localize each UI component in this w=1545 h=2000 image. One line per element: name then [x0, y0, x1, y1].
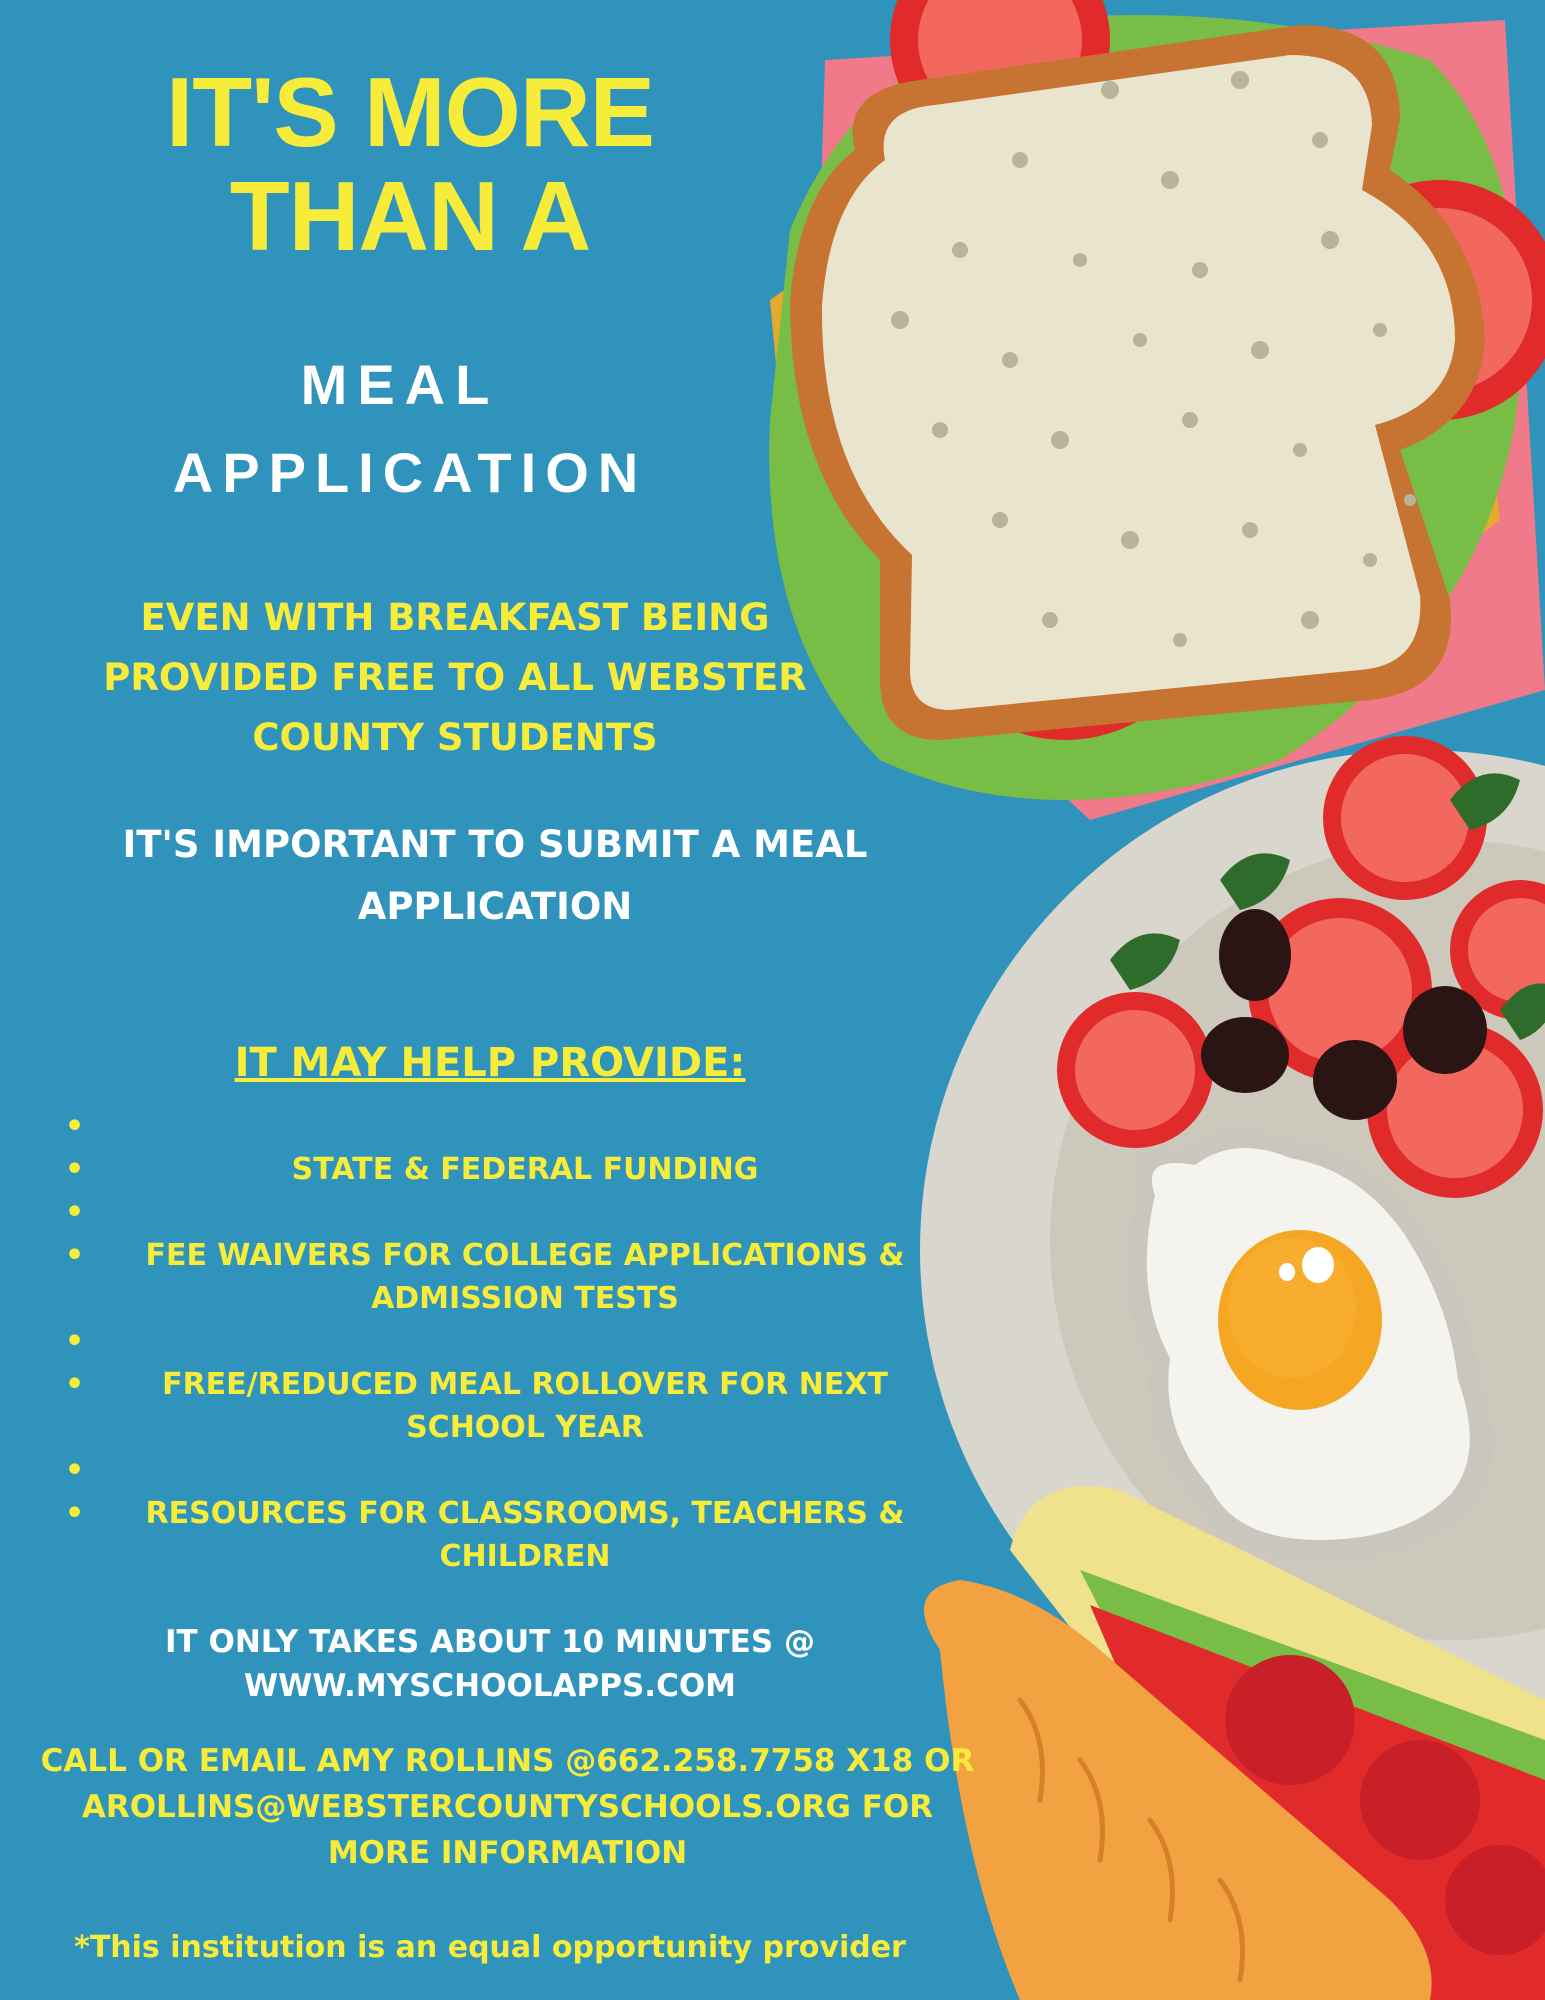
- importance-text: [80, 814, 910, 938]
- website-link[interactable]: WWW.MYSCHOOLAPPS.COM: [243, 1668, 737, 1704]
- headline: [60, 57, 760, 271]
- contact-info: [20, 1738, 995, 1876]
- list-item: [60, 1449, 930, 1492]
- list-item: [60, 1105, 930, 1148]
- list-item: [60, 1191, 930, 1234]
- intro-text: [40, 588, 870, 768]
- importance-line-1: IT'S IMPORTANT TO SUBMIT A MEAL: [122, 823, 868, 866]
- help-heading: IT MAY HELP PROVIDE:: [234, 1040, 746, 1086]
- subheading-line-2: APPLICATION: [172, 441, 648, 504]
- time-note-line-1: IT ONLY TAKES ABOUT 10 MINUTES @: [165, 1624, 815, 1660]
- list-item: [60, 1320, 930, 1363]
- intro-line-2: PROVIDED FREE TO ALL WEBSTER: [103, 656, 807, 699]
- intro-line-1: EVEN WITH BREAKFAST BEING: [140, 596, 770, 639]
- benefits-list: [60, 1105, 930, 1578]
- contact-line-3: MORE INFORMATION: [327, 1835, 688, 1871]
- importance-line-2: APPLICATION: [357, 885, 633, 928]
- list-item: • STATE & FEDERAL FUNDING: [60, 1148, 930, 1191]
- headline-line-1: IT'S MORE: [166, 57, 654, 167]
- headline-line-2: THAN A: [229, 161, 591, 271]
- intro-line-3: COUNTY STUDENTS: [252, 716, 658, 759]
- list-item: • FREE/REDUCED MEAL ROLLOVER FOR NEXT SCHOOL YEAR: [60, 1363, 930, 1449]
- time-note: [90, 1620, 890, 1708]
- list-item: • FEE WAIVERS FOR COLLEGE APPLICATIONS & ADMISSION TESTS: [60, 1234, 930, 1320]
- contact-line-1: CALL OR EMAIL AMY ROLLINS @662.258.7758 X18 OR: [40, 1743, 975, 1779]
- subheading-line-1: MEAL: [300, 353, 500, 416]
- email-link[interactable]: AROLLINS@WEBSTERCOUNTYSCHOOLS.ORG FOR: [81, 1789, 934, 1825]
- list-item: • RESOURCES FOR CLASSROOMS, TEACHERS & CHILDREN: [60, 1492, 930, 1578]
- footer-disclaimer: *This institution is an equal opportunity provider: [74, 1930, 906, 1965]
- sandwich-illustration: [769, 0, 1545, 820]
